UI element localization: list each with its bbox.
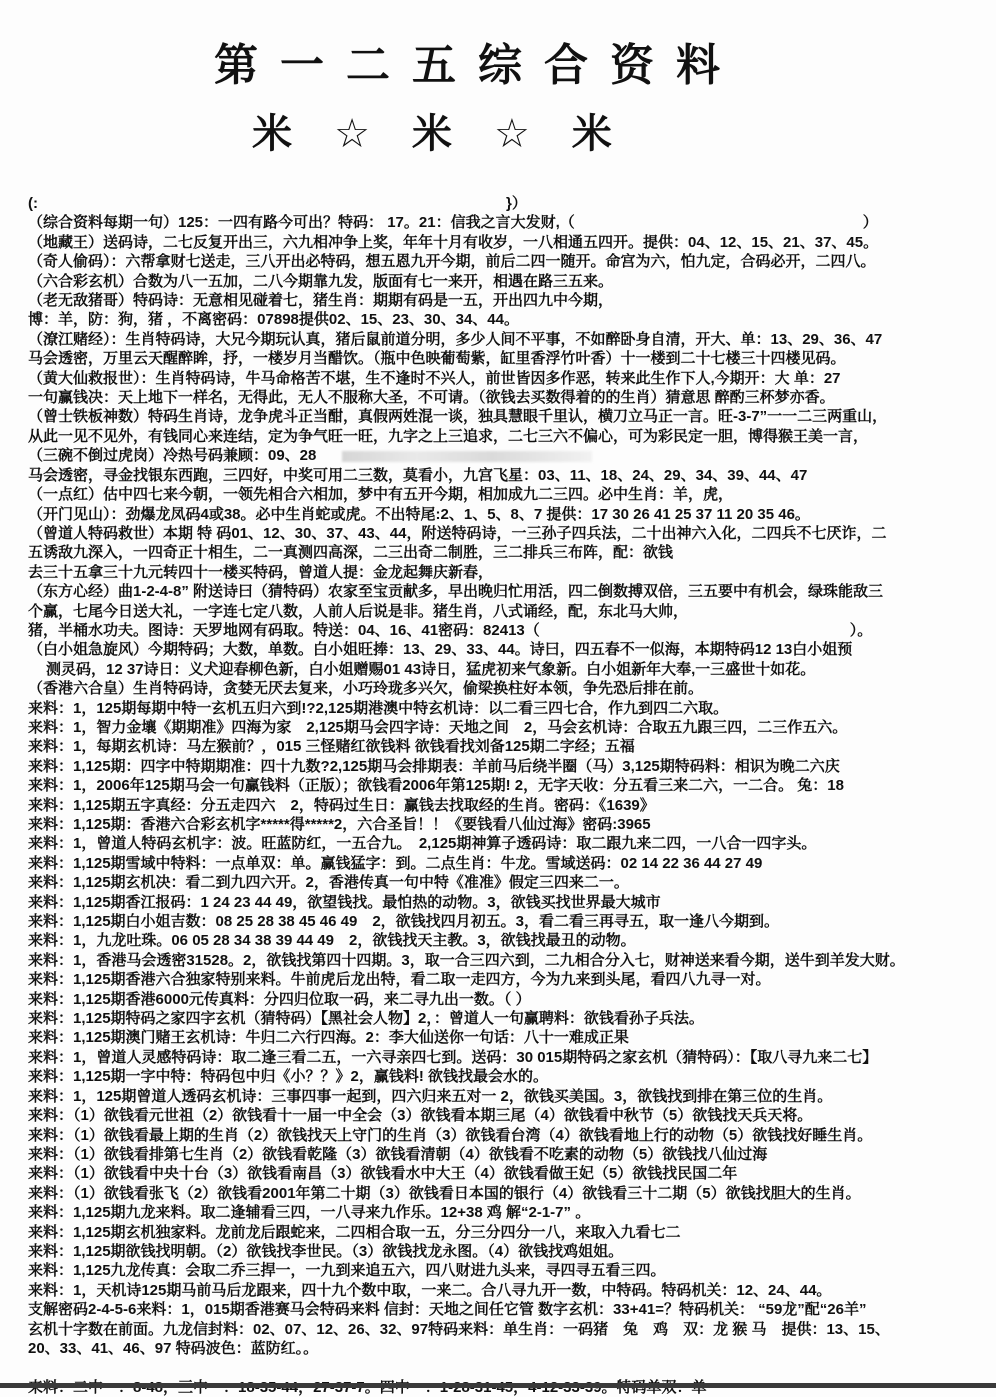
text-line: （香港六合皇）生肖特码诗，贪婪无厌去复来，小巧玲珑多兴欠，偷梁换柱好本领，争先恐后排在前。 xyxy=(28,680,704,698)
text-line: 来料：1，每期玄机诗：马左猴前？，015 三怪赌红欲钱料 欲钱看找刘备125期二字经；五福 xyxy=(28,738,635,756)
text-line: 马会透密，万里云天醒醉眸，抒，一楼岁月当醋饮。（瓶中色映葡萄紫，缸里香浮竹叶香）十一楼到二十七楼三十四楼见码。 xyxy=(28,350,846,368)
text-line: 测灵码，12 37诗日：义犬迎春柳色新，白小姐赠赐01 43诗日，猛虎初来气象新。白小姐新年大奉,一三盛世十如花。 xyxy=(46,660,816,678)
text-line: 马会透密，寻金找银东西跑，三四好，中奖可用二三数，莫看小，九宫飞星：03、11、18、24、29、34、39、44、47 xyxy=(28,466,808,484)
text-line: （综合资料每期一句）125：一四有路今可出？特码： 17。21：信我之言大发财,（ ） xyxy=(28,214,878,232)
text-line: 来料：1,125期欲钱找明朝。（2）欲钱找李世民。（3）欲钱找龙永图。（4）欲钱找鸡姐姐。 xyxy=(28,1242,624,1260)
text-line: 来料：1,125九龙传真：会取二乔三捍一，一九到来追五六，四八财进九头来，寻四寻五看三四。 xyxy=(28,1262,666,1280)
text-line: （黄大仙救报世）：生肖特码诗，牛马命格苦不堪，生不逢时不兴人，前世皆因多作恶，转来此生作下人,今期开：大 单：27 xyxy=(28,369,841,387)
text-line: 来料：1,125期：香港六合彩玄机字*****得*****2，六合圣旨！！《要钱看八仙过海》密码:3965 xyxy=(28,816,651,833)
text-line: （曾道人特码救世）本期 特 码01、12、30、37、43、44，附送特码诗，一三孙子四兵法，二十出神六入化，二四兵不七厌诈，二 xyxy=(28,524,887,542)
text-line: 来料：（1）欲钱看最上期的生肖（2）欲钱找天上守门的生肖（3）欲钱看台湾（4）欲钱看地上行的动物（5）欲钱找好睡生肖。 xyxy=(28,1126,873,1144)
text-line: 博：羊，防：狗，猪 ，不离密码：07898提供02、15、23、30、34、44。 xyxy=(28,311,519,329)
text-line: 来料：1,125期香江报码：1 24 23 44 49，欲望钱找。最怕热的动物。3，欲钱买找世界最大城市 xyxy=(28,893,661,911)
text-line: 来料：1,125期澳门赌王玄机诗：牛归二六行四海。2：李大仙送你一句话：八十一难成正果 xyxy=(28,1029,629,1047)
text-line: 来料：（1）欲钱看排第七生肖（2）欲钱看乾隆（3）欲钱看清朝（4）欲钱看不吃素的动物（5）欲钱找八仙过海 xyxy=(28,1145,768,1163)
text-line: 来料：1,125期九龙来料。取二逢辅看三四，一八寻来九作乐。12+38 鸡 解“2-1-7” 。 xyxy=(28,1204,591,1222)
text-line: 猪，半桶水功夫。图诗：天罗地网有码取。特送：04、16、41密码：82413（ ）。 xyxy=(28,621,873,639)
text-line: 来料：1，曾道人灵感特码诗：取二逢三看二五，一六寻亲四七到。送码：30 015期特码之家玄机（猜特码）：【取八寻九来二七】 xyxy=(28,1048,878,1066)
text-line: 来料：1，125期每期中特一玄机五归六到!?2,125期港澳中特玄机诗：以二看三四七合，作九到四二六取。 xyxy=(28,699,729,717)
text-line: （曾士铁板神数）特码生肖诗，龙争虎斗正当酣，真假两姓混一谈，独具慧眼千里认，横刀立马正一言。旺-3-7”一一二三两重山， xyxy=(28,408,888,426)
page-title: 第一二五综合资料 xyxy=(214,41,742,90)
text-line: 玄机十字数在前面。九龙信封料：02、07、12、26、32、97特码来料：单生肖：一码猪 兔 鸡 双：龙 猴 马 提供：13、15、 xyxy=(28,1320,890,1338)
text-line: 从此一见不见外，有钱同心来连结，定为争气旺一旺，九字之上三追求，二七三六不偏心，可为彩民定一胆，博得猴王美一言， xyxy=(28,427,869,445)
text-line: 来料：1，智力金壤《期期准》四海为家 2,125期马会四字诗：天地之间 2，马会玄机诗：合取五九跟三四，二三作五六。 xyxy=(28,718,848,736)
text-line: 来料：1,125期五字真经：分五走四六 2，特码过生日：赢钱去找取经的生肖。密码：《1639》 xyxy=(28,796,655,814)
text-line: 来料：1,125期一字中特：特码包中归《小？？》2，赢钱料! 欲钱找最会水的。 xyxy=(28,1068,549,1086)
text-line: 20、33、41、46、97 特码波色：蓝防红。。 xyxy=(28,1339,319,1357)
text-line: 来料：1,125期特码之家四字玄机（猜特码）【黑社会人物】2，：曾道人一句赢聘料：欲钱看孙子兵法。 xyxy=(28,1010,704,1028)
text-line: （东方心经）曲1-2-4-8” 附送诗曰（猜特码）农家至宝贡献多，早出晚归忙用活，四二倒数搏双倍，三五要中有机会，绿珠能敌三 xyxy=(28,583,884,601)
erased-text-smudge xyxy=(342,451,592,462)
text-line: （三碗不倒过虎岗）冷热号码兼顾：09、28 xyxy=(28,446,988,465)
text-line: 来料：1，125期曾道人透码玄机诗：三事四事一起到，四六归来五对一 2，欲钱买美国。3，欲钱找到排在第三位的生肖。 xyxy=(28,1087,833,1105)
text-line: 来料：（1）欲钱看张飞（2）欲钱看2001年第二十期（3）欲钱看日本国的银行（4）欲钱看三十二期（5）欲钱找胆大的生肖。 xyxy=(28,1184,861,1202)
text-line: 来料：1,125期雪域中特料：一点单双：单。赢钱猛字：到。二点生肖：牛龙。雪域送码：02 14 22 36 44 27 49 xyxy=(28,854,763,872)
text-line: （白小姐急旋风）今期特码；大数，单数。白小姐旺捧：13、29、33、44。诗曰，四五春不一似海，本期特码12 13白小姐预 xyxy=(28,641,853,659)
text-line: 来料：1,125期玄机独家料。龙前龙后跟蛇来，二四相合取一五，分三分四分一八，来取入九看七二 xyxy=(28,1223,681,1241)
text-line: 来料：（1）欲钱看中央十台（3）欲钱看南昌（3）欲钱看水中大王（4）欲钱看做王妃（5）欲钱找民国二年 xyxy=(28,1165,738,1183)
text-line: （开门见山）：劲爆龙凤码4或38。必中生肖蛇或虎。不出特尾:2、1、5、8、7 提供：17 30 26 41 25 37 11 20 35 46。 xyxy=(28,505,810,523)
text-line: 来料：1,125期香港6000元传真料：分四归位取一码，来二寻九出一数。（ ） xyxy=(28,990,531,1008)
text-line: (: }） xyxy=(28,195,527,212)
text-line: 来料：1,125期白小姐吉数：08 25 28 38 45 46 49 2，欲钱找四月初五。3，看二看三再寻五，取一逢八今期到。 xyxy=(28,913,780,931)
text-line: 五诱敌九深入，一四奇正十相生，二一真测四高深，二三出奇二制胜，三二排兵三布阵，配：欲钱 xyxy=(28,544,674,562)
text-line: （奇人偷码）：六帮拿财七送走，三八开出必特码，想五恩九开今期，前后二四一随开。命宫为六，怕九定，合码必开，二四八。 xyxy=(28,253,876,271)
text-line: （潦江赌经）：生肖特码诗，大兄今期玩认真，猪后鼠前道分明，多少人间不平事，不如醉卧身自清，开大、单：13、29、36、47 xyxy=(28,330,883,348)
text-line: 一句赢钱决：天上地下一样名，无得此，无人不服称大圣，不可请。（欲钱去买数得着的的生肖）猜意思 醉酌三杯梦亦香。 xyxy=(28,389,835,407)
text-line: 个赢，七尾今日送大礼，一字连七定八数，人前人后说是非。猪生肖，八式诵经，配，东北马大帅， xyxy=(28,602,689,620)
text-line: 来料：（1）欲钱看元世祖（2）欲钱看十一届一中全会（3）欲钱看本期三尾（4）欲钱看中秋节（5）欲钱找天兵天将。 xyxy=(28,1107,813,1125)
text-line: 来料：1,125期：四字中特期期准：四十九数?2,125期马会排期表：羊前马后绕半圈（马）3,125期特码料：相识为晚二六庆 xyxy=(28,757,840,775)
scan-bottom-edge xyxy=(0,1383,996,1388)
text-line: 来料：1,125期香港六合独家特别来料。牛前虎后龙出特，看二取一走四方，今为九来到头尾，看四八九寻一对。 xyxy=(28,971,771,989)
text-line: （六合彩玄机）合数为八一五加，二八今期靠九发，版面有七一来开，相遇在路三五来。 xyxy=(28,272,614,290)
title-star-symbols: 米☆米☆米 xyxy=(252,112,654,156)
text-line: 来料：1，天机诗125期马前马后龙跟来，四十九个数中取，一来二。合八寻九开一数，中特码。特码机关：12、24、44。 xyxy=(28,1281,832,1299)
text-line: 来料：1,125期玄机决：看二到九四六开。2，香港传真一句中特《准准》假定三四来二一。 xyxy=(28,874,629,892)
text-line: 来料：1，香港马会透密31528。2，欲钱找第四十四期。3，取一合三四六到，二九相合分入七，财神送来看今期，送牛到羊发大财。 xyxy=(28,951,905,969)
document-body xyxy=(28,194,988,1397)
text-line: （一点红）估中四七来今朝，一领先相合六相加，梦中有五开今期，相加成九二三四。必中生肖：羊，虎， xyxy=(28,486,734,504)
text-line: 来料：1，九龙吐珠。06 05 28 34 38 39 44 49 2，欲钱找天主教。3，欲钱找最丑的动物。 xyxy=(28,932,636,950)
text-line: 来料：1，2006年125期马会一句赢钱料（正版）；欲钱看2006年第125期! 2，无字天收：分五看三来二六，一二合。 兔：18 xyxy=(28,777,844,795)
text-line xyxy=(28,1358,988,1377)
text-line: （老无敌猪哥）特码诗：无意相见碰着七，猪生肖：期期有码是一五，开出四九中今期， xyxy=(28,292,614,310)
text-line: 去三十五拿三十九元转四十一楼买特码，曾道人提：金龙起舞庆新春， xyxy=(28,563,494,581)
text-line: 支解密码2-4-5-6来料：1，015期香港赛马会特码来料 信封：天地之间任它管 数字玄机：33+41=？特码机关： “59龙”配“26羊” xyxy=(28,1301,867,1319)
text-line: 来料：1，曾道人特码玄机字：波。旺蓝防红，一五合九。 2,125期神算子透码诗：取二跟九来二四，一八合一四字头。 xyxy=(28,835,817,853)
text-line: （地藏王）送码诗，二七反复开出三，六九相冲争上奖，年年十月有收岁，一八相通五四开。提供：04、12、15、21、37、45。 xyxy=(28,233,879,251)
